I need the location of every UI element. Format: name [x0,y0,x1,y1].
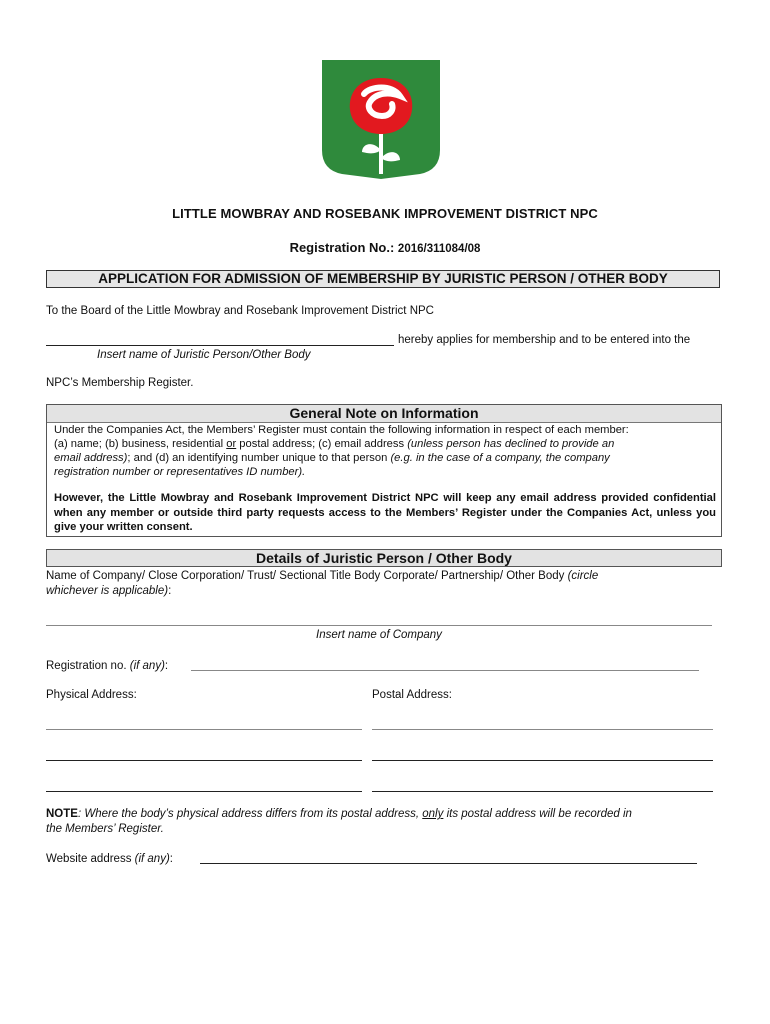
insert-name-hint: Insert name of Juristic Person/Other Body [97,349,311,361]
email-confidential-note: However, the Little Mowbray and Rosebank Improvement District NPC will keep any email address provided confidential when any member or outside third party requests access to the Members’ Register under the Companies Act, unless you give your written consent. [54,492,716,533]
juristic-name-field[interactable] [46,345,394,346]
postal-address-line-2[interactable] [372,760,713,761]
website-field[interactable] [200,863,697,864]
registration-line [0,240,770,255]
physical-address-line-1[interactable] [46,729,362,730]
general-note-box [46,404,722,537]
website-label: Website address (if any): [46,853,173,865]
to-board-text: To the Board of the Little Mowbray and Rosebank Improvement District NPC [46,305,434,317]
postal-address-line-3[interactable] [372,791,713,792]
note-line-1: Under the Companies Act, the Members’ Register must contain the following information in respect of each member: [54,424,629,436]
applies-text: hereby applies for membership and to be entered into the [398,334,691,346]
physical-address-line-2[interactable] [46,760,362,761]
registration-no-label: Registration no. (if any): [46,660,169,672]
details-title: Details of Juristic Person / Other Body [46,549,722,567]
org-title: LITTLE MOWBRAY AND ROSEBANK IMPROVEMENT DISTRICT NPC [172,206,598,221]
physical-address-line-3[interactable] [46,791,362,792]
company-type-label: Name of Company/ Close Corporation/ Trust/ Sectional Title Body Corporate/ Partnership/ Other Body (circle [46,570,599,582]
registration-number: 2016/311084/08 [397,243,481,255]
note-line-2: (a) name; (b) business, residential or postal address; (c) email address (unless person has declined to provide an [54,438,615,450]
registration-no-field[interactable] [191,670,699,671]
note-line-4: registration number or representatives ID number). [54,466,306,478]
registration-label: Registration No.: [289,240,395,255]
address-note: NOTE: Where the body’s physical address differs from its postal address, only its postal address will be recorded in the Members’ Register. [46,808,632,835]
physical-address-label: Physical Address: [46,689,137,701]
company-type-label-2: whichever is applicable): [46,585,172,597]
note-line-3: email address); and (d) an identifying number unique to that person (e.g. in the case of a company, the company [54,452,610,464]
insert-company-hint: Insert name of Company [316,629,442,641]
application-heading: APPLICATION FOR ADMISSION OF MEMBERSHIP BY JURISTIC PERSON / OTHER BODY [46,270,720,288]
general-note-body [54,423,716,479]
register-text: NPC’s Membership Register. [46,377,194,389]
company-name-field[interactable] [46,625,712,626]
rose-logo [320,58,442,180]
general-note-title: General Note on Information [47,405,721,423]
postal-address-label: Postal Address: [372,689,452,701]
postal-address-line-1[interactable] [372,729,713,730]
